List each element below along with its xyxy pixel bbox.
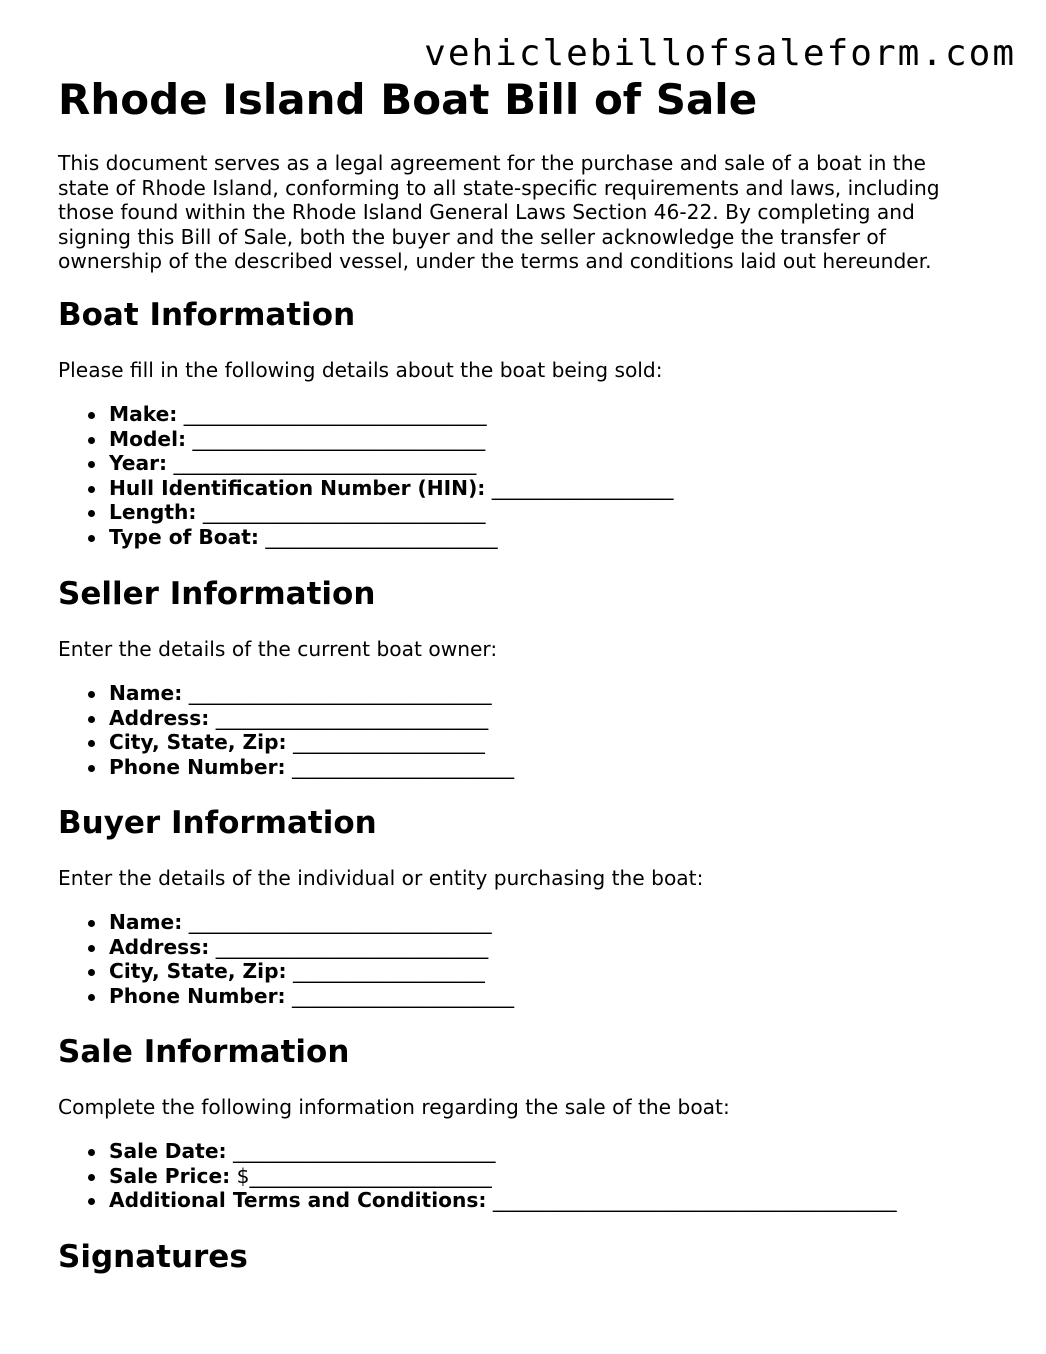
fill-blank[interactable]: ________________________________________ [486,1188,897,1212]
field-label: City, State, Zip: [109,959,287,983]
field-seller-phone[interactable] [58,755,988,780]
sale-information-instruction: Complete the following information regarding the sale of the boat: [58,1095,730,1119]
buyer-information-section [58,805,988,1008]
fill-blank[interactable]: ______________________ [285,983,515,1008]
field-label: Make: [109,402,178,426]
fill-blank[interactable]: __________________ [485,475,674,500]
fill-blank[interactable]: ____________________________ [196,500,486,524]
fill-blank[interactable]: _____________________________ [186,426,486,451]
boat-information-instruction: Please fill in the following details about the boat being sold: [58,358,663,382]
field-boat-model[interactable] [58,427,988,452]
field-label: Address: [109,934,210,959]
field-buyer-city-state-zip[interactable] [58,959,988,984]
fill-blank[interactable]: __________________________ [226,1139,496,1163]
fill-blank[interactable]: ______________________________ [182,681,492,705]
page-title: Rhode Island Boat Bill of Sale [58,75,758,124]
fill-blank[interactable]: ______________________________ [182,910,492,934]
field-boat-type[interactable] [58,525,988,550]
field-label: Hull Identification Number (HIN): [109,475,486,500]
buyer-information-heading: Buyer Information [58,805,377,841]
fill-blank[interactable]: ______________________ [285,754,515,779]
seller-information-instruction: Enter the details of the current boat owner: [58,637,498,661]
field-label: Phone Number: [109,983,286,1008]
field-label: Name: [109,910,183,934]
field-label: Model: [109,426,187,451]
field-sale-price[interactable] [58,1164,988,1189]
fill-blank[interactable]: $________________________ [230,1163,492,1188]
field-label: Length: [109,500,197,524]
fill-blank[interactable]: ___________________________ [209,705,489,730]
intro-paragraph: This document serves as a legal agreement for the purchase and sale of a boat in the state of Rhode Island, conforming to all state-specific requirements and laws, including those found within the Rhode Island General Laws Section 46-22. By completing and signing this Bill of Sale, both the buyer and the seller acknowledge the transfer of ownership of the described vessel, under the terms and conditions laid out hereunder. [58,151,940,273]
field-boat-year[interactable] [58,451,988,476]
buyer-field-list [58,910,988,1008]
seller-information-heading: Seller Information [58,576,376,612]
field-buyer-address[interactable] [58,935,988,960]
fill-blank[interactable]: ___________________ [286,730,485,754]
field-seller-address[interactable] [58,706,988,731]
field-label: Address: [109,705,210,730]
fill-blank[interactable]: ___________________ [286,959,485,983]
field-additional-terms[interactable] [58,1188,988,1213]
boat-information-section [58,297,988,549]
fill-blank[interactable]: ______________________________ [167,451,477,475]
field-label: Sale Date: [109,1139,227,1163]
seller-information-section [58,576,988,779]
field-label: City, State, Zip: [109,730,287,754]
field-boat-length[interactable] [58,500,988,525]
boat-information-heading: Boat Information [58,297,356,333]
buyer-information-instruction: Enter the details of the individual or entity purchasing the boat: [58,866,704,890]
field-buyer-phone[interactable] [58,984,988,1009]
sale-field-list [58,1139,988,1213]
field-label: Name: [109,681,183,705]
sale-information-section [58,1034,988,1213]
field-label: Type of Boat: [109,524,259,549]
field-label: Year: [109,451,168,475]
field-boat-make[interactable] [58,402,988,427]
field-label: Sale Price: [109,1163,231,1188]
field-boat-hin[interactable] [58,476,988,501]
field-seller-name[interactable] [58,681,988,706]
field-buyer-name[interactable] [58,910,988,935]
sale-information-heading: Sale Information [58,1034,350,1070]
field-sale-date[interactable] [58,1139,988,1164]
seller-field-list [58,681,988,779]
site-watermark: vehiclebillofsaleform.com [424,33,1016,74]
fill-blank[interactable]: _______________________ [259,524,498,549]
signatures-section [58,1239,988,1275]
field-label: Additional Terms and Conditions: [109,1188,487,1212]
fill-blank[interactable]: ______________________________ [177,402,487,426]
fill-blank[interactable]: ___________________________ [209,934,489,959]
field-label: Phone Number: [109,754,286,779]
field-seller-city-state-zip[interactable] [58,730,988,755]
boat-field-list [58,402,988,549]
signatures-heading: Signatures [58,1239,248,1275]
